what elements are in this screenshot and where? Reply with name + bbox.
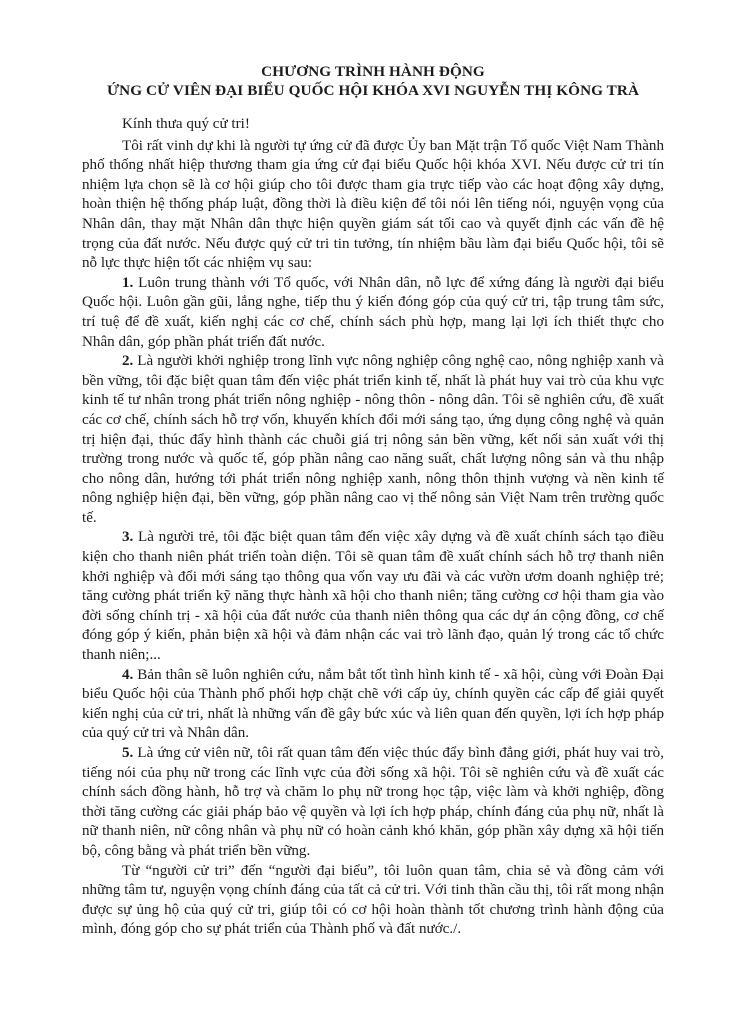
document-title-line-1: CHƯƠNG TRÌNH HÀNH ĐỘNG [261, 63, 485, 80]
intro-paragraph: Tôi rất vinh dự khi là người tự ứng cử đã được Ủy ban Mặt trận Tổ quốc Việt Nam Thành phố thống nhất hiệp thương tham gia ứng cử đại biểu Quốc hội khóa XVI. Nếu được cử tri tín nhiệm lựa chọn sẽ là cơ hội giúp cho tôi được tham gia trực tiếp vào các hoạt động xây dựng, hoàn thiện hệ thống pháp luật, đồng thời là điều kiện để tôi nói lên tiếng nói, nguyện vọng của Nhân dân, thay mặt Nhân dân thực hiện quyền giám sát tối cao và quyết định các vấn đề hệ trọng của đất nước. Nếu được quý cử tri tin tưởng, tín nhiệm bầu làm đại biểu Quốc hội, tôi sẽ nỗ lực thực hiện tốt các nhiệm vụ sau: [82, 137, 665, 272]
item-text: Luôn trung thành với Tổ quốc, với Nhân dân, nỗ lực để xứng đáng là người đại biểu Quốc hội. Luôn gần gũi, lắng nghe, tiếp thu ý kiến đóng góp của quý cử tri, tập trung tâm sức, trí tuệ để đề xuất, kiến nghị các cơ chế, chính sách phù hợp, mang lại lợi ích thiết thực cho Nhân dân, góp phần phát triển đất nước. [82, 274, 664, 350]
item-number: 1. [122, 274, 134, 291]
item-number: 4. [122, 666, 134, 683]
commitment-item-1 [82, 274, 664, 352]
commitment-item-2 [82, 352, 664, 528]
commitment-item-3 [82, 528, 664, 665]
greeting: Kính thưa quý cử tri! [122, 116, 250, 132]
item-number: 5. [122, 745, 134, 761]
commitment-item-5 [82, 744, 664, 862]
item-text: Là người khởi nghiệp trong lĩnh vực nông nghiệp công nghệ cao, nông nghiệp xanh và bền vững, tôi đặc biệt quan tâm đến việc phát triển kinh tế, nhất là phát huy vai trò của khu vực kinh tế tư nhân trong phát triển nông nghiệp - nông thôn - nông dân. Tôi sẽ nghiên cứu, đề xuất các cơ chế, chính sách hỗ trợ vốn, khuyến khích đổi mới sáng tạo, ứng dụng công nghệ và quản trị hiện đại, thúc đẩy hình thành các chuỗi giá trị nông sản bền vững, kết nối sản xuất với thị trường trong nước và quốc tế, góp phần nâng cao năng suất, chất lượng nông sản và thu nhập cho nông dân, hướng tới phát triển nông nghiệp xanh, nông thôn thịnh vượng và nền kinh tế nông nghiệp hiện đại, bền vững, góp phần nâng cao vị thế nông sản Việt Nam trên trường quốc tế. [82, 353, 664, 526]
item-text: Là người trẻ, tôi đặc biệt quan tâm đến việc xây dựng và đề xuất chính sách tạo điều kiện cho thanh niên phát triển toàn diện. Tôi sẽ quan tâm đề xuất chính sách hỗ trợ thanh niên khởi nghiệp và đổi mới sáng tạo thông qua vốn vay ưu đãi và các vườn ươm doanh nghiệp trẻ; tăng cường phát triển kỹ năng thực hành xã hội cho thanh niên; tăng cường cơ hội tham gia vào đời sống chính trị - xã hội của đất nước của thanh niên thông qua các dự án cộng đồng, cơ chế đóng góp ý kiến, phản biện xã hội và đảm nhận các vai trò lãnh đạo, quản lý trong các tổ chức thanh niên;... [82, 529, 664, 664]
item-text: Bản thân sẽ luôn nghiên cứu, nắm bắt tốt tình hình kinh tế - xã hội, cùng với Đoàn Đại biểu Quốc hội của Thành phố phối hợp chặt chẽ với cấp ủy, chính quyền các cấp để giải quyết kiến nghị của cử tri, nhất là những vấn đề gây bức xúc và liên quan đến quyền, lợi ích hợp pháp của quý cử tri và Nhân dân. [82, 666, 664, 742]
closing-paragraph: Từ “người cử tri” đến “người đại biểu”, tôi luôn quan tâm, chia sẻ và đồng cảm với những tâm tư, nguyện vọng chính đáng của tất cả cử tri. Với tinh thần cầu thị, tôi rất mong nhận được sự ủng hộ của quý cử tri, giúp tôi có cơ hội hoàn thành tốt chương trình hành động của mình, đóng góp cho sự phát triển của Thành phố và đất nước./. [82, 862, 664, 938]
item-number: 3. [122, 529, 134, 546]
commitment-item-4 [82, 666, 664, 744]
item-text: Là ứng cử viên nữ, tôi rất quan tâm đến việc thúc đẩy bình đẳng giới, phát huy vai trò, tiếng nói của phụ nữ trong các lĩnh vực của đời sống xã hội. Tôi sẽ nghiên cứu và đề xuất các chính sách đồng hành, hỗ trợ và chăm lo phụ nữ trong học tập, việc làm và khởi nghiệp, đồng thời tăng cường các giải pháp bảo vệ quyền và lợi ích hợp pháp, chính đáng của phụ nữ, nhất là nữ thanh niên, nữ công nhân và phụ nữ có hoàn cảnh khó khăn, góp phần xây dựng xã hội tiến bộ, công bằng và phát triển bền vững. [82, 745, 664, 859]
item-number: 2. [122, 353, 134, 370]
document-title-line-2: ỨNG CỬ VIÊN ĐẠI BIỂU QUỐC HỘI KHÓA XVI NGUYỄN THỊ KÔNG TRÀ [106, 82, 640, 99]
